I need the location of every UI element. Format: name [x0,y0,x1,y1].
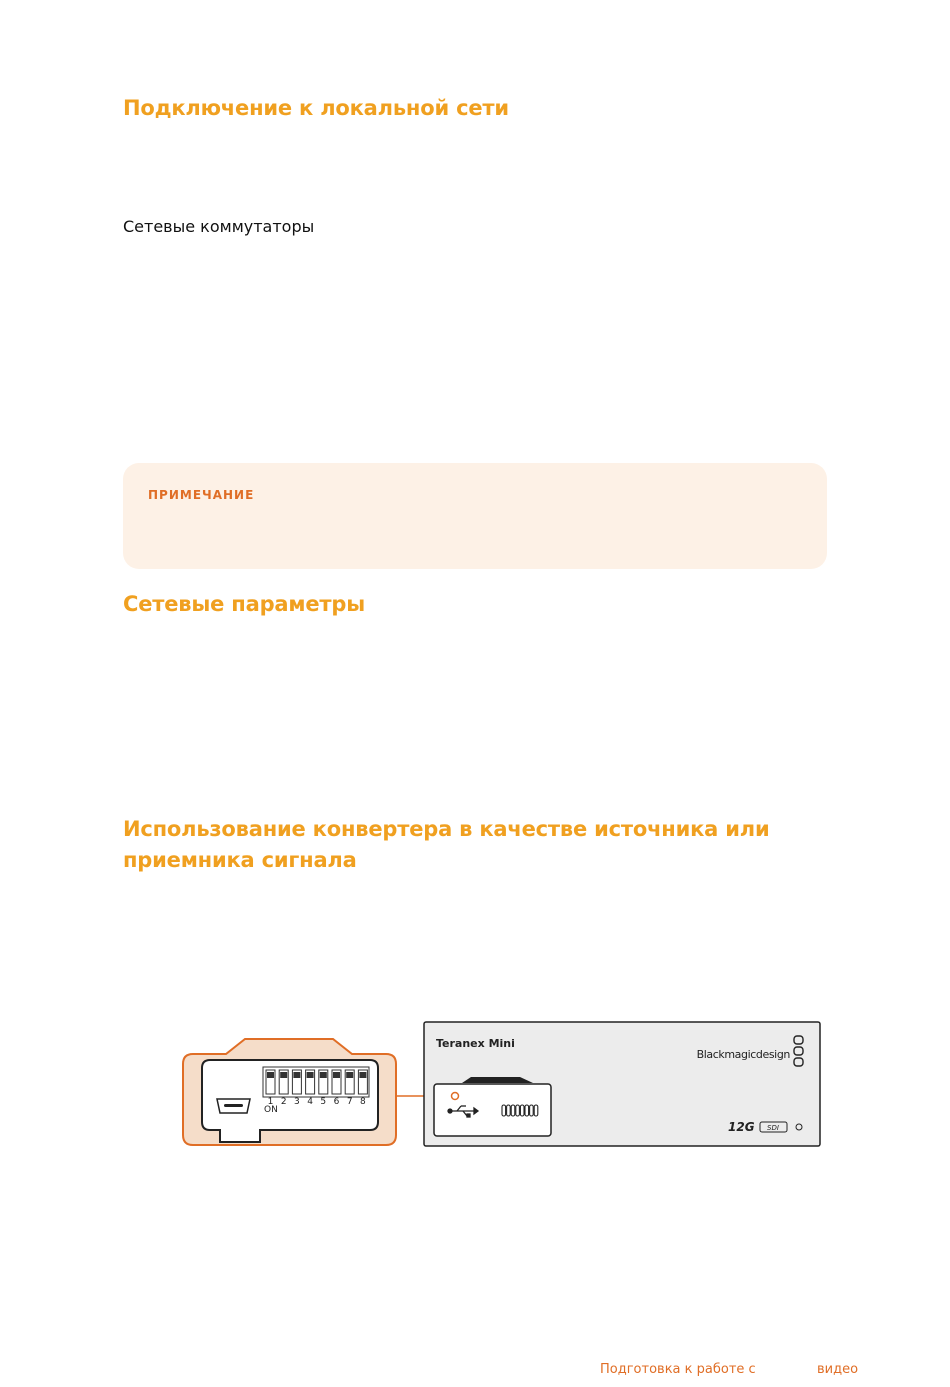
dip-switch-knob-4 [307,1072,314,1078]
dip-number-8: 8 [360,1097,366,1107]
mini-dip-switch-2 [507,1105,511,1116]
dip-number-3: 3 [294,1097,300,1107]
mini-dip-switches [502,1105,538,1116]
mini-dip-switch-8 [534,1105,538,1116]
mini-dip-switch-3 [511,1105,515,1116]
mini-dip-switch-1 [502,1105,506,1116]
dip-switch-knob-1 [267,1072,274,1078]
mini-dip-switch-7 [530,1105,534,1116]
dip-number-2: 2 [280,1097,287,1107]
dip-number-7: 7 [346,1097,353,1107]
dip-switch-knob-8 [359,1072,366,1078]
dip-on-label: ON [264,1105,278,1115]
heading-lan-connection: Подключение к локальной сети [123,96,509,120]
svg-text:SDI: SDI [767,1124,779,1132]
dip-switch-knob-3 [293,1072,300,1078]
heading-line-1: Использование конвертера в качестве источника или [123,817,770,841]
dip-number-6: 6 [333,1097,340,1107]
dip-number-5: 5 [320,1097,327,1107]
device-name: Teranex Mini [436,1037,515,1050]
svg-text:12G: 12G [728,1120,755,1134]
mini-dip-switch-4 [516,1105,520,1116]
note-box [123,463,827,569]
note-label: ПРИМЕЧАНИЕ [148,488,255,502]
footer-section-title-end: видео [817,1362,859,1377]
mini-dip-switch-6 [525,1105,529,1116]
dip-switch-knob-2 [280,1072,287,1078]
teranex-mini-figure [0,1010,950,1180]
heading-network-settings: Сетевые параметры [123,592,365,616]
footer-section-title: Подготовка к работе с [600,1362,756,1377]
dip-switch-knob-7 [346,1072,353,1078]
dip-switch-knob-5 [320,1072,327,1078]
heading-line-2: приемника сигнала [123,848,357,872]
subheading-network-switches: Сетевые коммутаторы [123,217,315,236]
callout-marker [452,1093,459,1100]
brand-logo: Blackmagicdesign [696,1048,790,1061]
mini-dip-switch-5 [520,1105,524,1116]
dip-number-1: 1 [267,1097,274,1107]
heading-source-or-destination [123,814,769,876]
dip-switch-knob-6 [333,1072,340,1078]
dip-number-4: 4 [307,1097,313,1107]
